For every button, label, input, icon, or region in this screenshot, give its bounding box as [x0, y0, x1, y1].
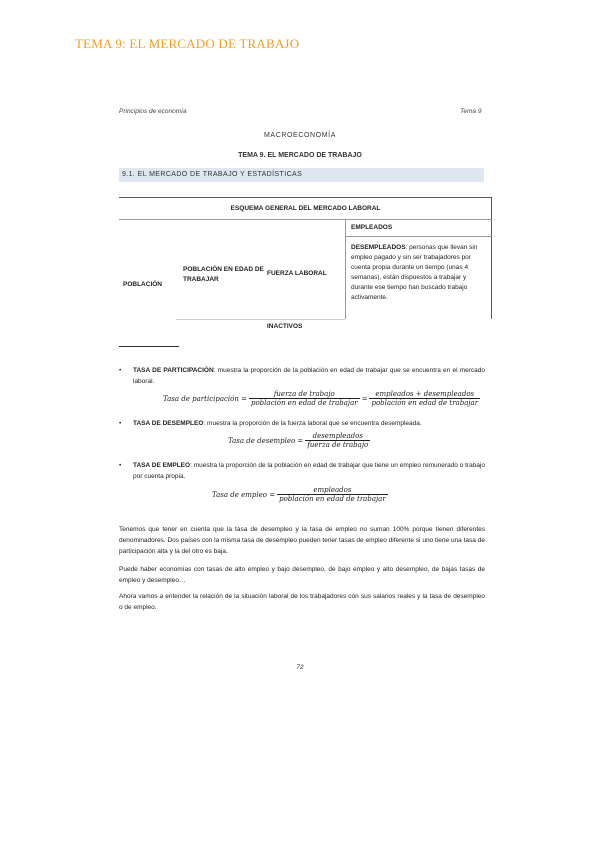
fraction-denominator: fuerza de trabajo: [307, 441, 369, 449]
running-head-right: Tema 9: [460, 108, 482, 115]
formula-equals: =: [361, 394, 368, 403]
formula-empleo: [212, 486, 390, 503]
formula-participacion: [163, 390, 482, 407]
bullet-label: TASA DE PARTICIPACIÓN: [133, 367, 214, 374]
page-heading: MACROECONOMÍA: [264, 132, 336, 139]
horizontal-rule: [119, 346, 179, 347]
labor-market-table: [119, 197, 492, 337]
fraction: [305, 432, 370, 449]
table-desempleados-label: DESEMPLEADOS: [351, 244, 406, 251]
section-heading: 9.1. EL MERCADO DE TRABAJO Y ESTADÍSTICAS: [122, 171, 303, 178]
page-number: 72: [296, 664, 304, 671]
bullet-dot: •: [119, 462, 122, 469]
fraction-numerator: empleados: [313, 486, 352, 494]
fraction-numerator: desempleados: [312, 432, 363, 440]
fraction-denominator: población en edad de trabajar: [279, 495, 386, 503]
table-poblacion: POBLACIÓN: [123, 281, 162, 288]
table-column-divider: [345, 219, 346, 319]
document-header-title: TEMA 9: EL MERCADO DE TRABAJO: [75, 36, 300, 51]
section-heading-bar: [119, 168, 484, 182]
table-right-border: [491, 197, 492, 319]
formula-lhs: Tasa de empleo =: [212, 490, 276, 499]
bullet-participacion: [119, 365, 485, 387]
table-desempleados-cell: [351, 243, 487, 303]
bullet-text: : muestra la proporción de la población en edad de trabajar que tiene un empleo remunerado o trabajo por cuenta propia.: [133, 462, 485, 480]
table-desempleados-desc: : personas que llevan sin empleo pagado y sin ser trabajadores por cuenta propia durante un tiempo (unas 4 semanas), están dispuestos a trabajar y durante ese tiempo han buscado trabajo activamente.: [351, 244, 478, 301]
table-top-border: [119, 197, 492, 198]
table-empleados: EMPLEADOS: [351, 224, 393, 231]
bullet-dot: •: [119, 420, 122, 427]
paragraph: Puede haber economías con tasas de alto empleo y bajo desempleo, de bajo empleo y alto desempleo, de bajas tasas de empleo y desempleo…: [119, 566, 485, 584]
paragraph: Tenemos que tener en cuenta que la tasa de desempleo y la tasa de empleo no suman 100% porque tienen diferentes denominadores. Dos países con la misma tasa de desempleo pueden tener tasas de empleo diferente si uno tiene una tasa de participación alta y la del otro es baja.: [119, 526, 485, 555]
table-fuerza-laboral: FUERZA LABORAL: [267, 270, 327, 277]
bullet-empleo: [119, 460, 485, 482]
fraction: [249, 390, 360, 407]
table-bottom-border: [176, 319, 345, 320]
table-header-divider: [119, 219, 492, 220]
table-employed-divider: [345, 236, 492, 237]
formula-desempleo: [228, 432, 372, 449]
fraction-denominator: población en edad de trabajar: [371, 399, 479, 407]
formula-lhs: Tasa de desempleo =: [228, 436, 304, 445]
fraction: [277, 486, 388, 503]
paragraph: Ahora vamos a entender la relación de la situación laboral de los trabajadores con sus salarios reales y la tasa de desempleo o de empleo.: [119, 593, 485, 611]
fraction: [369, 390, 480, 407]
fraction-numerator: empleados + desempleados: [375, 390, 475, 398]
fraction-numerator: fuerza de trabajo: [273, 390, 335, 398]
bullet-dot: •: [119, 367, 122, 374]
formula-lhs: Tasa de participación =: [163, 394, 247, 403]
bullet-text: : muestra la proporción de la fuerza laboral que se encuentra desempleada.: [203, 420, 422, 427]
table-inactivos: INACTIVOS: [267, 323, 303, 330]
bullet-label: TASA DE DESEMPLEO: [133, 420, 204, 427]
bullet-text: : muestra la proporción de la población en edad de trabajar que se encuentra en el mercado laboral.: [133, 367, 485, 385]
page-subheading: TEMA 9. EL MERCADO DE TRABAJO: [238, 152, 362, 159]
table-title: ESQUEMA GENERAL DEL MERCADO LABORAL: [230, 205, 381, 212]
bullet-desempleo: [119, 418, 485, 429]
bullet-label: TASA DE EMPLEO: [133, 462, 191, 469]
table-poblacion-edad: POBLACIÓN EN EDAD DE TRABAJAR: [183, 266, 264, 283]
fraction-denominator: población en edad de trabajar: [250, 399, 358, 407]
running-head-left: Principios de economía: [119, 108, 187, 115]
